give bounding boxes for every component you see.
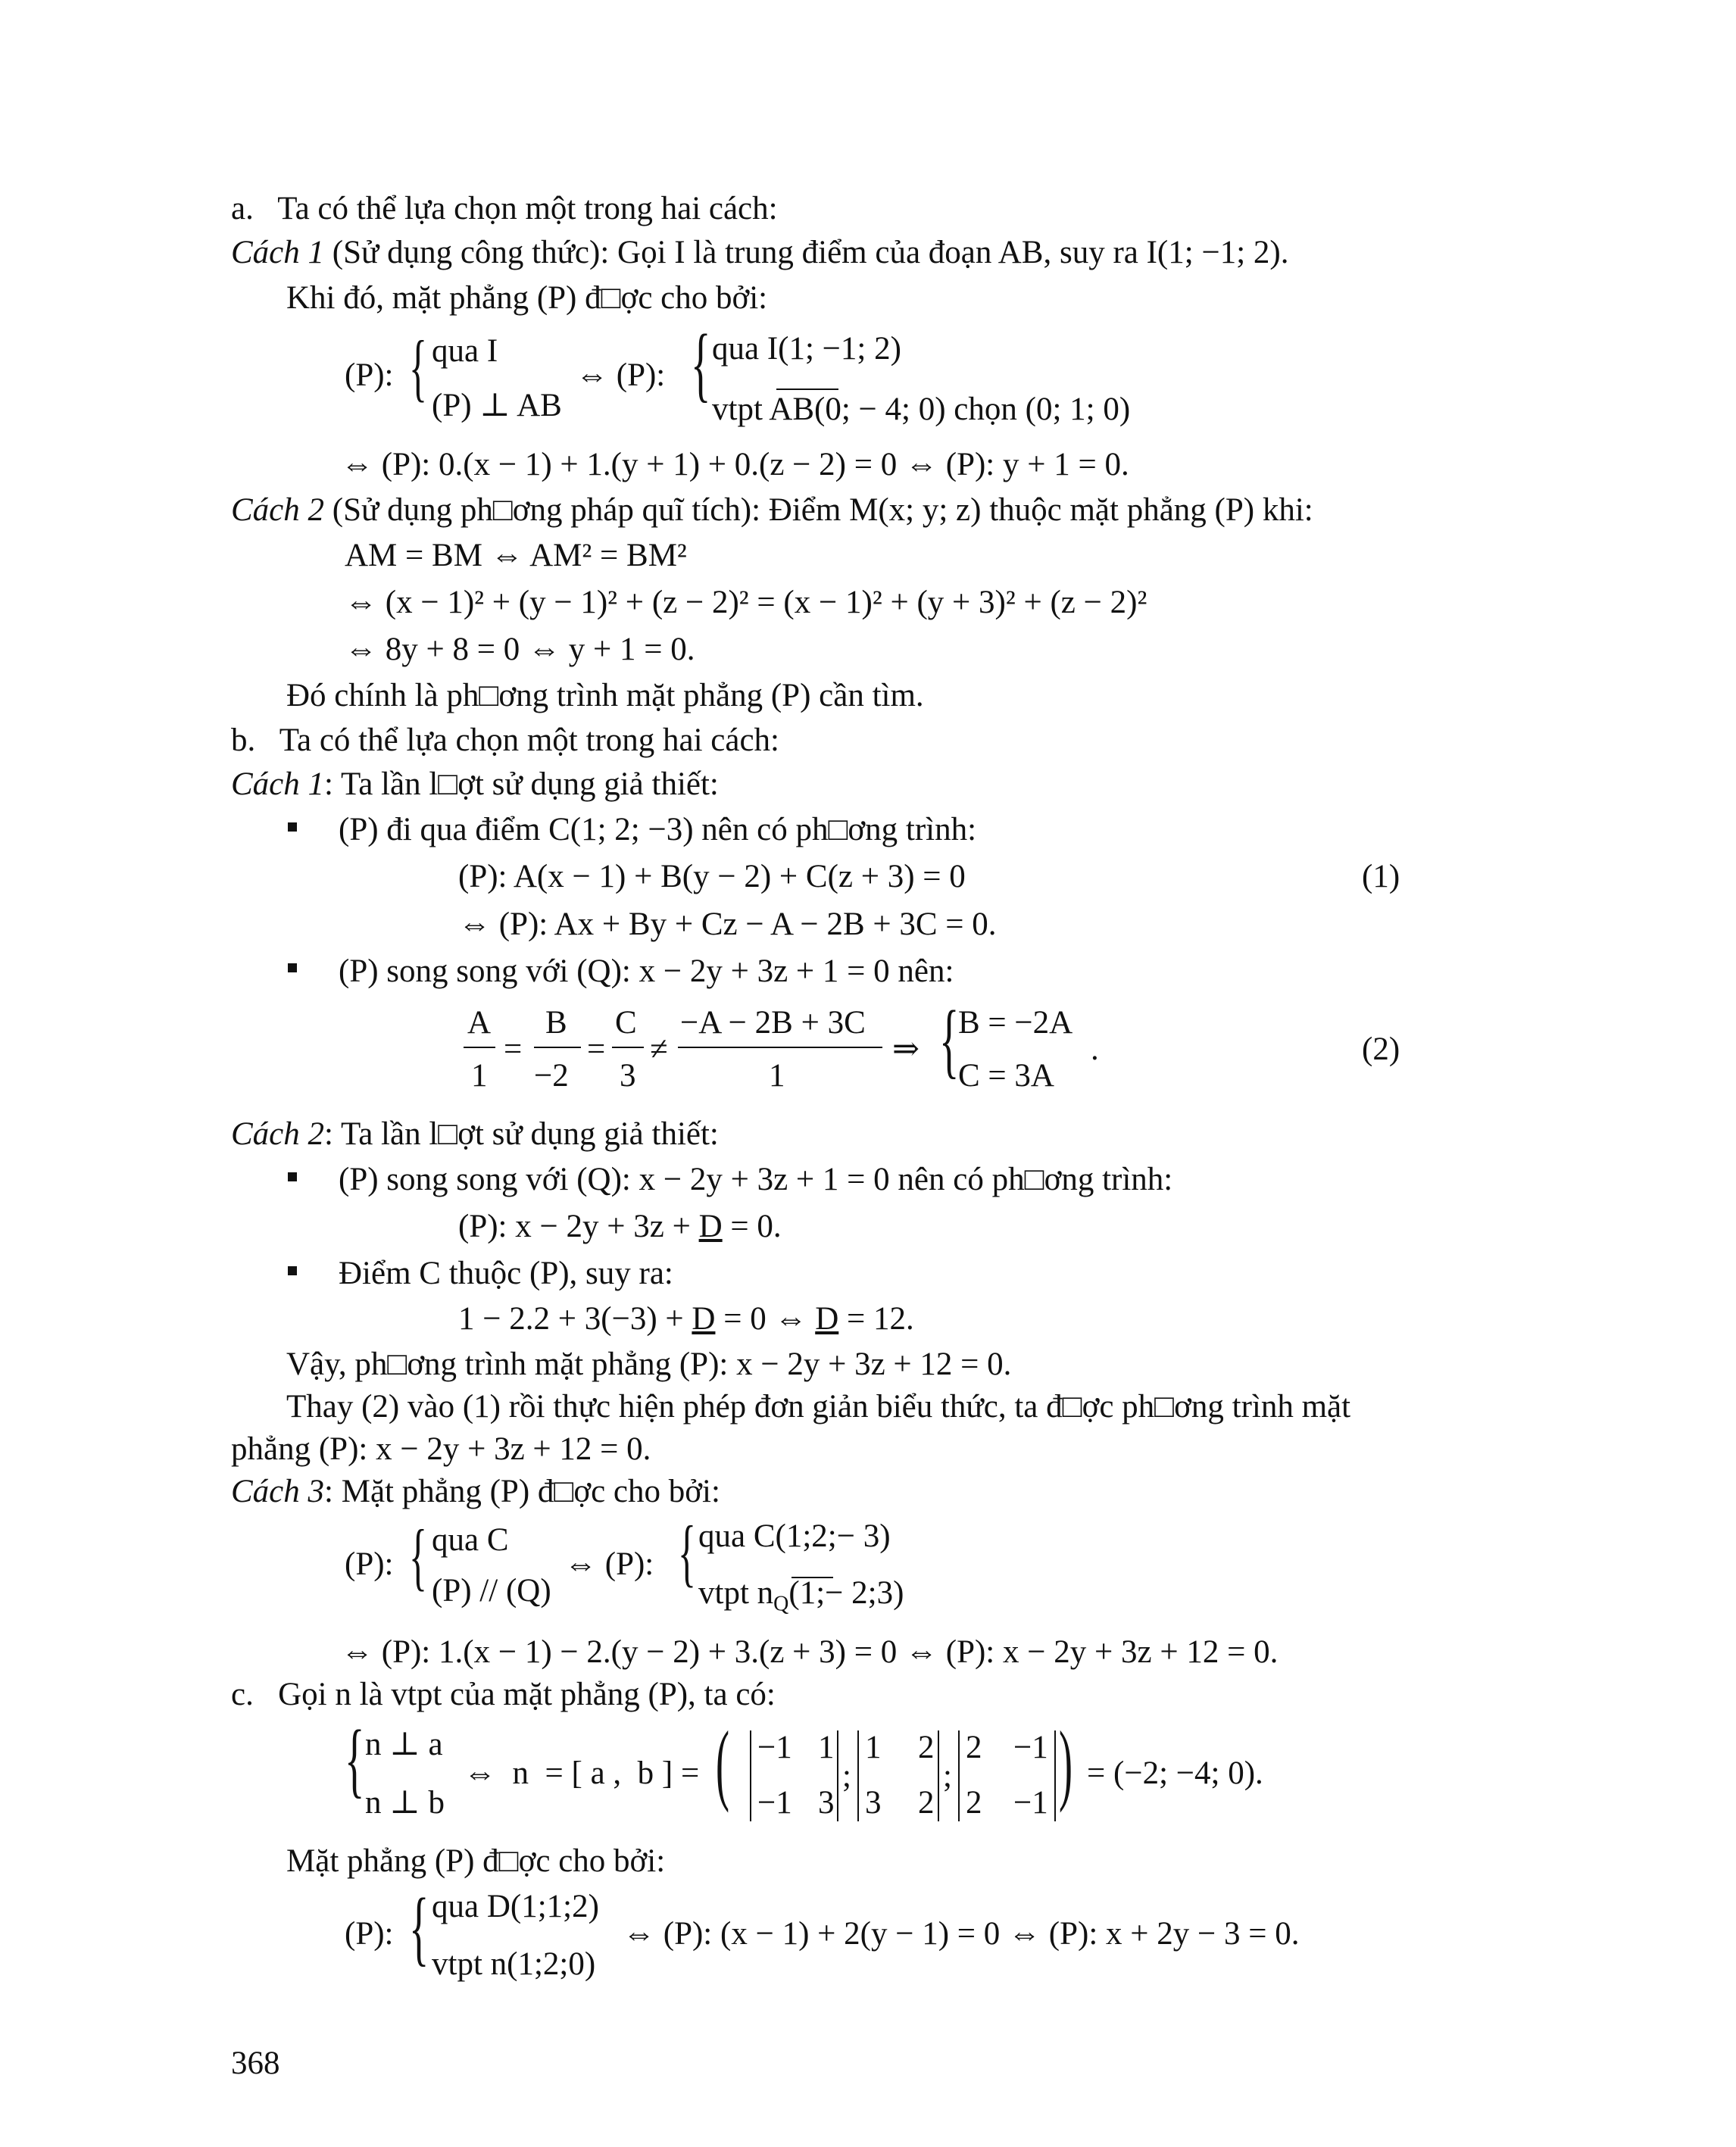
part-c-result: ⇔ (P): (x − 1) + 2(y − 1) = 0 ⇔ (P): x + 2y − 3 = 0.: [623, 1916, 1300, 1952]
sys-b3-right-2: [698, 1574, 904, 1624]
part-b-bullet1: (P) đi qua điểm C(1; 2; −3) nên có ph□ơng trình:: [339, 812, 977, 847]
eq-number-1: (1): [1362, 859, 1400, 894]
vtpt-n-coords: (1;− 2;3): [788, 1575, 904, 1611]
eq4-D2: D: [815, 1301, 839, 1337]
part-a-conclusion: Đó chính là ph□ơng trình mặt phẳng (P) cần tìm.: [286, 678, 924, 713]
implies-sign: ⇒: [892, 1031, 920, 1067]
sys-c-row-2: vtpt n(1;2;0): [432, 1946, 596, 1982]
b-cach1-label: Cách 1: [231, 766, 325, 802]
frac-d-den: 1: [769, 1058, 785, 1094]
frac-c-num: C: [615, 1005, 637, 1041]
det-bar: [1054, 1730, 1056, 1821]
part-c-vec-result: = (−2; −4; 0).: [1087, 1755, 1263, 1791]
m2-c: 3: [865, 1785, 882, 1821]
part-c-given: Mặt phẳng (P) đ□ợc cho bởi:: [286, 1843, 666, 1879]
part-a-cach1: [231, 233, 1288, 273]
sys-b3-P: (P):: [345, 1546, 394, 1582]
det-bar: [837, 1730, 838, 1821]
frac-b-den: −2: [534, 1058, 569, 1094]
brace-icon: {: [691, 317, 711, 410]
open-paren-icon: (: [716, 1712, 729, 1813]
b-cach3-label: Cách 3: [231, 1474, 325, 1509]
frac-a-num: A: [467, 1005, 492, 1041]
m2-a: 1: [865, 1730, 882, 1765]
part-b-eq2: ⇔ (P): Ax + By + Cz − A − 2B + 3C = 0.: [458, 907, 997, 942]
page-number: 368: [231, 2046, 280, 2081]
det-bar: [750, 1730, 751, 1821]
part-b-bullet2: (P) song song với (Q): x − 2y + 3z + 1 = 0 nên:: [339, 953, 954, 989]
eq-sign: =: [587, 1031, 606, 1067]
part-b-intro: b. Ta có thể lựa chọn một trong hai cách:: [231, 722, 780, 758]
part-c-intro: c. Gọi n là vtpt của mặt phẳng (P), ta có:: [231, 1677, 776, 1712]
part-c-cond2: n ⊥ b: [365, 1785, 445, 1821]
b-cach2-label: Cách 2: [231, 1116, 325, 1152]
vector-arrow-icon: [776, 389, 838, 390]
eq3-pre: (P): x − 2y + 3z +: [458, 1209, 699, 1244]
sys-a-left-1: qua I: [432, 333, 498, 369]
bullet-icon: [288, 963, 297, 972]
eq3-D: D: [698, 1209, 723, 1244]
sys2-row-2: C = 3A: [958, 1058, 1054, 1094]
sys-a-left-2: (P) ⊥ AB: [432, 388, 562, 423]
sys-b3-left-2: (P) // (Q): [432, 1573, 551, 1609]
eq4-post: = 12.: [838, 1301, 914, 1337]
neq-sign: ≠: [650, 1031, 668, 1067]
m1-b: 1: [818, 1730, 835, 1765]
brace-icon: {: [939, 994, 960, 1086]
part-b-cach1: [231, 765, 719, 804]
frac-c-den: 3: [620, 1058, 636, 1094]
m2-b: 2: [918, 1730, 935, 1765]
close-paren-icon: ): [1059, 1712, 1073, 1813]
sys-a-equiv: ⇔ (P):: [576, 357, 666, 393]
semicolon: ;: [943, 1758, 952, 1794]
part-b-eq4: [458, 1300, 914, 1339]
det-bar: [938, 1730, 939, 1821]
part-b-bullet3: (P) song song với (Q): x − 2y + 3z + 1 = 0 nên có ph□ơng trình:: [339, 1162, 1173, 1197]
sys-b3-equiv: ⇔ (P):: [564, 1546, 654, 1582]
part-b-eq1: (P): A(x − 1) + B(y − 2) + C(z + 3) = 0: [458, 859, 966, 894]
cach2-label: Cách 2: [231, 492, 325, 528]
brace-icon: {: [409, 1881, 429, 1974]
sys-a-P: (P):: [345, 357, 394, 393]
b-cach3-text: : Mặt phẳng (P) đ□ợc cho bởi:: [324, 1474, 720, 1509]
part-b-result3: ⇔ (P): 1.(x − 1) − 2.(y − 2) + 3.(z + 3) = 0 ⇔ (P): x − 2y + 3z + 12 = 0.: [341, 1634, 1279, 1670]
part-b-eq3: [458, 1207, 782, 1247]
part-a-result: ⇔ (P): 0.(x − 1) + 1.(y + 1) + 0.(z − 2) = 0 ⇔ (P): y + 1 = 0.: [341, 447, 1129, 482]
cach1-text: (Sử dụng công thức): Gọi I là trung điểm của đoạn AB, suy ra I(1; −1; 2).: [324, 235, 1289, 270]
period: .: [1091, 1031, 1099, 1067]
eq4-D1: D: [692, 1301, 716, 1337]
part-b-cach3: [231, 1472, 720, 1512]
sys-c-row-1: qua D(1;1;2): [432, 1889, 599, 1924]
eq-number-2: (2): [1362, 1031, 1400, 1067]
part-a-given: Khi đó, mặt phẳng (P) đ□ợc cho bởi:: [286, 280, 768, 316]
det-bar: [857, 1730, 859, 1821]
part-c-equiv: ⇔ n = [ a , b ] =: [464, 1755, 700, 1791]
brace-icon: {: [345, 1713, 365, 1805]
cach2-text: (Sử dụng ph□ơng pháp quĩ tích): Điểm M(x; y; z) thuộc mặt phẳng (P) khi:: [324, 492, 1313, 528]
frac-a-den: 1: [471, 1058, 488, 1094]
m2-d: 2: [918, 1785, 935, 1821]
m1-d: 3: [818, 1785, 835, 1821]
sys-b3-right-1: qua C(1;2;− 3): [698, 1518, 891, 1554]
brace-icon: {: [409, 1514, 427, 1598]
frac-bar: [534, 1047, 581, 1048]
n-subscript-q: Q: [773, 1592, 789, 1616]
brace-icon: {: [678, 1510, 696, 1594]
sys2-row-1: B = −2A: [958, 1005, 1073, 1041]
sys-a-right-2: vtpt AB(0; − 4; 0) chọn (0; 1; 0): [712, 392, 1131, 427]
part-a-eq3: ⇔ 8y + 8 = 0 ⇔ y + 1 = 0.: [345, 632, 695, 667]
bullet-icon: [288, 1266, 297, 1275]
frac-b-num: B: [545, 1005, 567, 1041]
part-b-bullet4: Điểm C thuộc (P), suy ra:: [339, 1256, 673, 1291]
sys-a-right-1: qua I(1; −1; 2): [712, 331, 901, 367]
m3-d: −1: [1013, 1785, 1048, 1821]
eq4-mid: = 0 ⇔: [715, 1301, 816, 1337]
frac-bar: [464, 1047, 495, 1048]
det-bar: [958, 1730, 960, 1821]
sys-c-P: (P):: [345, 1916, 394, 1952]
semicolon: ;: [842, 1758, 851, 1794]
vtpt-n: vtpt n: [698, 1575, 774, 1611]
frac-bar: [612, 1047, 644, 1048]
part-a-intro: a. Ta có thể lựa chọn một trong hai cách:: [231, 191, 778, 226]
sys-b3-left-1: qua C: [432, 1522, 509, 1558]
m1-c: −1: [757, 1785, 792, 1821]
cach1-label: Cách 1: [231, 235, 325, 270]
frac-bar: [678, 1047, 882, 1048]
frac-d-num: −A − 2B + 3C: [680, 1005, 866, 1041]
part-b-cach2: [231, 1115, 719, 1154]
part-a-eq2: ⇔ (x − 1)² + (y − 1)² + (z − 2)² = (x − 1)² + (y + 3)² + (z − 2)²: [345, 585, 1147, 620]
b-cach1-text: : Ta lần l□ợt sử dụng giả thiết:: [324, 766, 719, 802]
m3-a: 2: [966, 1730, 982, 1765]
b-cach2-text: : Ta lần l□ợt sử dụng giả thiết:: [324, 1116, 719, 1152]
part-c-cond1: n ⊥ a: [365, 1727, 443, 1762]
vector-arrow-icon: [792, 1577, 833, 1578]
part-b-thay1: Thay (2) vào (1) rồi thực hiện phép đơn giản biểu thức, ta đ□ợc ph□ơng trình mặt: [286, 1389, 1351, 1425]
part-b-thay2: phẳng (P): x − 2y + 3z + 12 = 0.: [231, 1431, 651, 1467]
eq3-post: = 0.: [722, 1209, 782, 1244]
m1-a: −1: [757, 1730, 792, 1765]
eq4-pre: 1 − 2.2 + 3(−3) +: [458, 1301, 692, 1337]
m3-c: 2: [966, 1785, 982, 1821]
bullet-icon: [288, 822, 297, 832]
m3-b: −1: [1013, 1730, 1048, 1765]
part-a-eq1: AM = BM ⇔ AM² = BM²: [345, 538, 687, 573]
part-a-cach2: [231, 491, 1313, 530]
eq-sign: =: [504, 1031, 523, 1067]
part-b-vay: Vậy, ph□ơng trình mặt phẳng (P): x − 2y + 3z + 12 = 0.: [286, 1347, 1012, 1382]
bullet-icon: [288, 1172, 297, 1181]
brace-icon: {: [409, 325, 427, 409]
